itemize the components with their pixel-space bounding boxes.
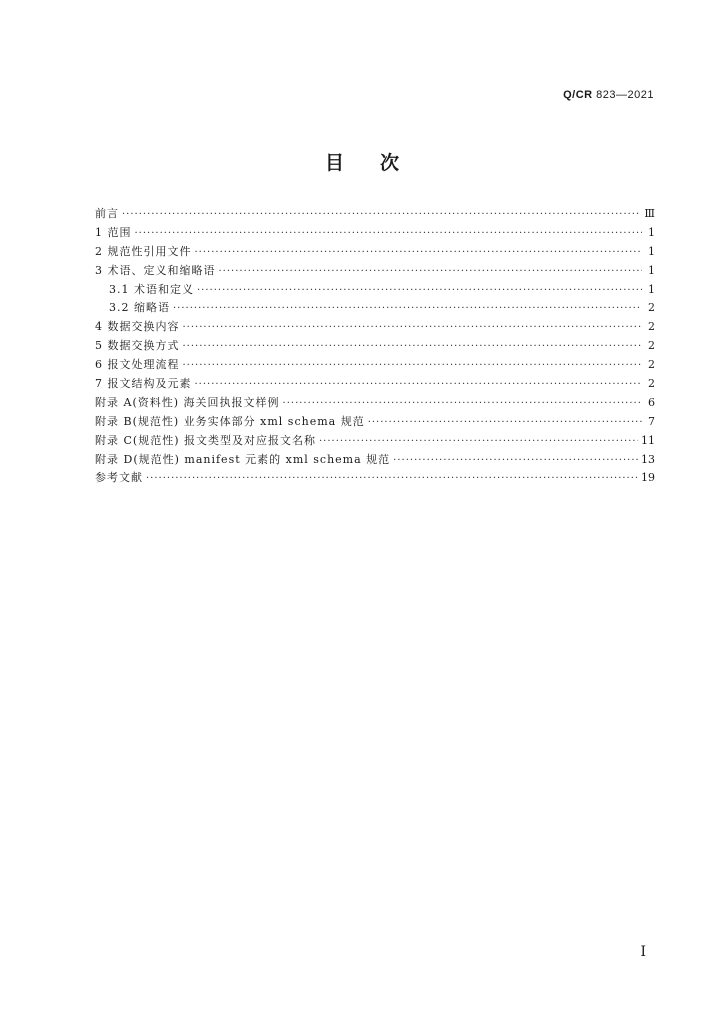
toc-leader-dots (183, 338, 643, 357)
page-number: I (640, 944, 646, 960)
toc-entry-terms[interactable] (95, 262, 655, 281)
toc-entry-appendix-a[interactable] (95, 394, 655, 413)
toc-entry-page: 2 (648, 320, 655, 334)
toc-entry-label: 6 报文处理流程 (95, 358, 180, 372)
toc-entry-label: 7 报文结构及元素 (95, 377, 192, 391)
toc-entry-label: 附录 D(规范性) manifest 元素的 xml schema 规范 (95, 452, 391, 466)
toc-entry-page: 1 (648, 282, 655, 296)
toc-entry-page: 11 (641, 433, 655, 447)
toc-entry-label: 附录 B(规范性) 业务实体部分 xml schema 规范 (95, 414, 365, 428)
toc-entry-page: 1 (648, 263, 655, 277)
toc-entry-abbreviations[interactable] (95, 299, 655, 318)
toc-entry-label: 4 数据交换内容 (95, 320, 180, 334)
toc-entry-page: 2 (648, 339, 655, 353)
standard-prefix: Q/CR (563, 89, 593, 101)
toc-entry-terms-definitions[interactable] (95, 281, 655, 300)
toc-leader-dots (368, 414, 642, 433)
toc-leader-dots (173, 300, 642, 319)
toc-entry-page: 2 (648, 358, 655, 372)
toc-entry-normative-references[interactable] (95, 243, 655, 262)
toc-entry-appendix-c[interactable] (95, 432, 655, 451)
toc-entry-label: 3.1 术语和定义 (109, 282, 194, 296)
toc-entry-exchange-method[interactable] (95, 337, 655, 356)
toc-leader-dots (197, 282, 642, 301)
toc-entry-label: 参考文献 (95, 471, 143, 485)
standard-code (563, 89, 654, 101)
toc-entry-label: 附录 A(资料性) 海关回执报文样例 (95, 395, 280, 409)
toc-leader-dots (195, 376, 643, 395)
toc-leader-dots (183, 357, 643, 376)
toc-entry-page: 1 (648, 244, 655, 258)
toc-entry-label: 1 范围 (95, 225, 132, 239)
toc-leader-dots (283, 395, 642, 414)
toc-leader-dots (183, 319, 643, 338)
toc-entry-appendix-d[interactable] (95, 451, 655, 470)
toc-entry-page: 2 (648, 377, 655, 391)
standard-number: 823—2021 (596, 89, 654, 101)
toc-leader-dots (393, 452, 638, 471)
toc-entry-exchange-content[interactable] (95, 318, 655, 337)
toc-leader-dots (122, 206, 641, 225)
toc-entry-label: 2 规范性引用文件 (95, 244, 192, 258)
toc-entry-label: 前言 (95, 207, 119, 220)
toc-leader-dots (219, 263, 643, 282)
toc-leader-dots (135, 225, 643, 244)
toc-leader-dots (195, 244, 643, 263)
toc-entry-label: 附录 C(规范性) 报文类型及对应报文名称 (95, 433, 316, 447)
toc-entry-message-structure[interactable] (95, 375, 655, 394)
toc-entry-page: 7 (648, 414, 655, 428)
toc-entry-page: 6 (648, 395, 655, 409)
toc-entry-label: 3 术语、定义和缩略语 (95, 263, 216, 277)
toc-entry-page: 13 (641, 452, 655, 466)
toc-entry-page: 19 (641, 471, 655, 485)
toc-leader-dots (319, 433, 638, 452)
toc-entry-page: Ⅲ (644, 207, 655, 220)
toc-leader-dots (146, 470, 638, 489)
toc-list (95, 205, 655, 488)
toc-entry-appendix-b[interactable] (95, 413, 655, 432)
toc-entry-page: 2 (648, 301, 655, 315)
toc-entry-label: 3.2 缩略语 (109, 301, 170, 315)
toc-title: 目次 (324, 152, 435, 174)
toc-entry-bibliography[interactable] (95, 469, 655, 488)
toc-entry-label: 5 数据交换方式 (95, 339, 180, 353)
toc-entry-foreword[interactable] (95, 205, 655, 224)
toc-entry-scope[interactable] (95, 224, 655, 243)
toc-entry-message-process[interactable] (95, 356, 655, 375)
toc-entry-page: 1 (648, 225, 655, 239)
